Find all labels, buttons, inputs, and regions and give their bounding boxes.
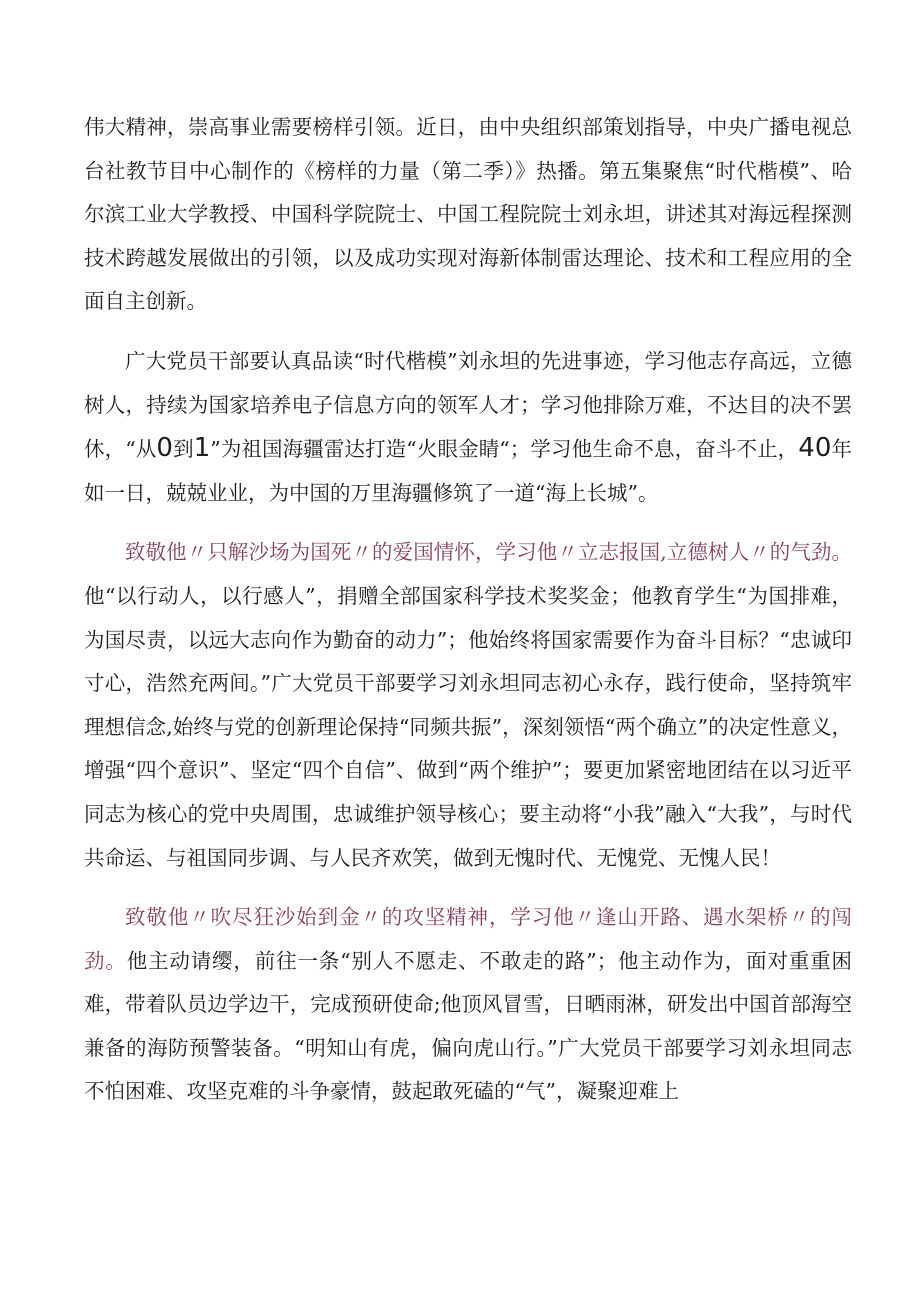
number-zero: 0 [156,433,173,464]
paragraph-text-part: ”为祖国海疆雷达打造“火眼金睛“；学习他生命不息，奋斗不止， [210,437,799,462]
paragraph-text: 他主动请缨，前往一条“别人不愿走、不敢走的路”；他主动作为，面对重重困难，带着队员边学边干，完成预研使命;他顶风冒雪，日晒雨淋，研发出中国首部海空兼备的海防预警装备。“明知山有虎，偏向虎山行。”广大党员干部要学习刘永坦同志不怕困难、攻坚克难的斗争豪情，鼓起敢死磕的“气”，凝聚迎难上 [84,948,852,1104]
paragraph-lead-heading: 致敬他〃吹尽狂沙始到金〃的攻坚精神，学习他〃逢山开路、遇水架桥〃的闯劲。 [84,905,852,973]
paragraph-study-deeds [84,340,852,515]
document-body [84,106,852,1130]
paragraph-text-part: 广大党员干部要认真品读“时代楷模”刘永坦的先进事迹，学习他志存高远，立德树人，持续为国家培养电子信息方向的领军人才；学习他排除万难，不达目的决不罢休，“从 [84,348,852,462]
paragraph-text: 伟大精神，崇高事业需要榜样引领。近日，由中央组织部策划指导，中央广播电视总台社教节目中心制作的《榜样的力量（第二季）》热播。第五集聚焦“时代楷模”、哈尔滨工业大学教授、中国科学院院士、中国工程院院士刘永坦，讲述其对海远程探测技术跨越发展做出的引领，以及成功实现对海新体制雷达理论、技术和工程应用的全面自主创新。 [84,115,852,314]
paragraph-patriotism [84,531,852,880]
number-forty: 40 [798,433,832,464]
paragraph-perseverance [84,896,852,1114]
number-one: 1 [193,433,211,464]
paragraph-text-part: 到 [172,437,194,462]
paragraph-text-part: 年如一日，兢兢业业，为中国的万里海疆修筑了一道“海上长城”。 [84,437,852,505]
paragraph-intro [84,106,852,324]
paragraph-text: 他“以行动人，以行感人”，捐赠全部国家科学技术奖奖金；他教育学生“为国排难，为国尽责，以远大志向作为勤奋的动力”；他始终将国家需要作为奋斗目标？“忠诚印寸心，浩然充两间。”广大党员干部要学习刘永坦同志初心永存，践行使命，坚持筑牢理想信念,始终与党的创新理论保持“同频共振”，深刻领悟“两个确立”的决定性意义，增强“四个意识”、坚定“四个自信”、做到“两个维护”；要更加紧密地团结在以习近平同志为核心的党中央周围，忠诚维护领导核心；要主动将“小我”融入“大我”，与时代共命运、与祖国同步调、与人民齐欢笑，做到无愧时代、无愧党、无愧人民！ [84,583,852,870]
paragraph-lead-heading: 致敬他〃只解沙场为国死〃的爱国情怀，学习他〃立志报国,立德树人〃的气劲。 [125,540,852,565]
